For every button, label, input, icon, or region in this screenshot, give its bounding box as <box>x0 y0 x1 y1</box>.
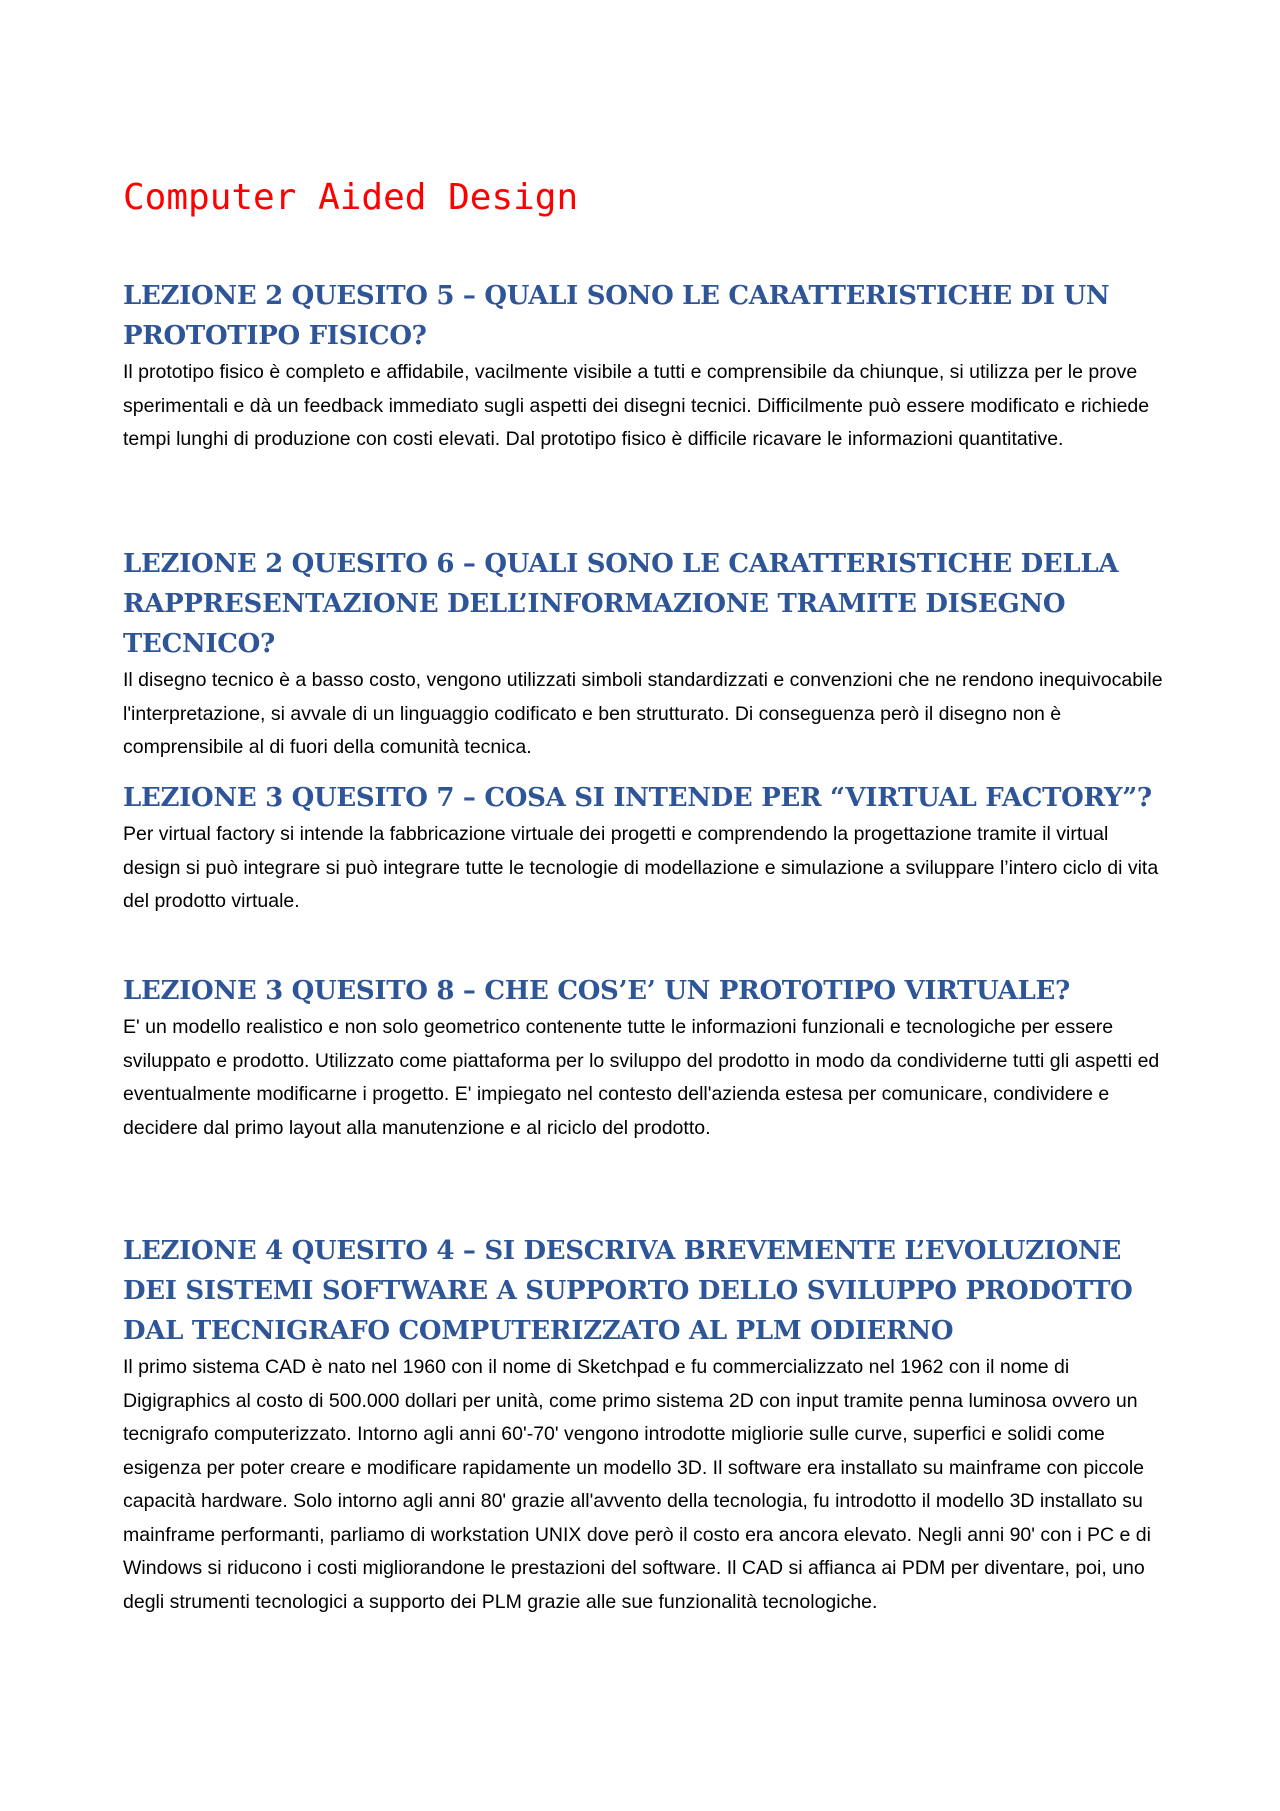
section-lezione-2-quesito-6 <box>123 544 1168 765</box>
document-title: Computer Aided Design <box>123 177 579 218</box>
section-heading: LEZIONE 4 QUESITO 4 – SI DESCRIVA BREVEMENTE L’EVOLUZIONE DEI SISTEMI SOFTWARE A SUPPORTO DELLO SVILUPPO PRODOTTO DAL TECNIGRAFO COMPUTERIZZATO AL PLM ODIERNO <box>123 1236 1133 1346</box>
section-heading: LEZIONE 2 QUESITO 5 – QUALI SONO LE CARATTERISTICHE DI UN PROTOTIPO FISICO? <box>123 281 1110 351</box>
section-body: Per virtual factory si intende la fabbricazione virtuale dei progetti e comprendendo la progettazione tramite il virtual design si può integrare si può integrare tutte le tecnologie di modellazione e simulazione a sviluppare l’intero ciclo di vita del prodotto virtuale. <box>123 823 1159 912</box>
section-lezione-3-quesito-7 <box>123 778 1168 919</box>
section-heading: LEZIONE 3 QUESITO 8 – CHE COS’E’ UN PROTOTIPO VIRTUALE? <box>123 976 1070 1006</box>
section-heading: LEZIONE 3 QUESITO 7 – COSA SI INTENDE PER “VIRTUAL FACTORY”? <box>123 783 1152 813</box>
section-lezione-2-quesito-5 <box>123 276 1168 457</box>
section-lezione-3-quesito-8 <box>123 971 1168 1145</box>
section-heading: LEZIONE 2 QUESITO 6 – QUALI SONO LE CARATTERISTICHE DELLA RAPPRESENTAZIONE DELL’INFORMAZIONE TRAMITE DISEGNO TECNICO? <box>123 549 1119 659</box>
section-lezione-4-quesito-4 <box>123 1231 1168 1619</box>
section-body: E' un modello realistico e non solo geometrico contenente tutte le informazioni funzionali e tecnologiche per essere sviluppato e prodotto. Utilizzato come piattaforma per lo sviluppo del prodotto in modo da condividerne tutti gli aspetti ed eventualmente modificarne i progetto. E' impiegato nel contesto dell'azienda estesa per comunicare, condividere e decidere dal primo layout alla manutenzione e al riciclo del prodotto. <box>123 1016 1160 1139</box>
section-body: Il primo sistema CAD è nato nel 1960 con il nome di Sketchpad e fu commercializzato nel 1962 con il nome di Digigraphics al costo di 500.000 dollari per unità, come primo sistema 2D con input tramite penna luminosa ovvero un tecnigrafo computerizzato. Intorno agli anni 60'-70' vengono introdotte migliorie sulle curve, superfici e solidi come esigenza per poter creare e modificare rapidamente un modello 3D. Il software era installato su mainframe con piccole capacità hardware. Solo intorno agli anni 80' grazie all'avvento della tecnologia, fu introdotto il modello 3D installato su mainframe performanti, parliamo di workstation UNIX dove però il costo era ancora elevato. Negli anni 90' con i PC e di Windows si riducono i costi migliorandone le prestazioni del software. Il CAD si affianca ai PDM per diventare, poi, uno degli strumenti tecnologici a supporto dei PLM grazie alle sue funzionalità tecnologiche. <box>123 1356 1151 1613</box>
section-body: Il disegno tecnico è a basso costo, vengono utilizzati simboli standardizzati e convenzioni che ne rendono inequivocabile l'interpretazione, si avvale di un linguaggio codificato e ben strutturato. Di conseguenza però il disegno non è comprensibile al di fuori della comunità tecnica. <box>123 669 1163 758</box>
section-body: Il prototipo fisico è completo e affidabile, vacilmente visibile a tutti e comprensibile da chiunque, si utilizza per le prove sperimentali e dà un feedback immediato sugli aspetti dei disegni tecnici. Difficilmente può essere modificato e richiede tempi lunghi di produzione con costi elevati. Dal prototipo fisico è difficile ricavare le informazioni quantitative. <box>123 361 1150 450</box>
